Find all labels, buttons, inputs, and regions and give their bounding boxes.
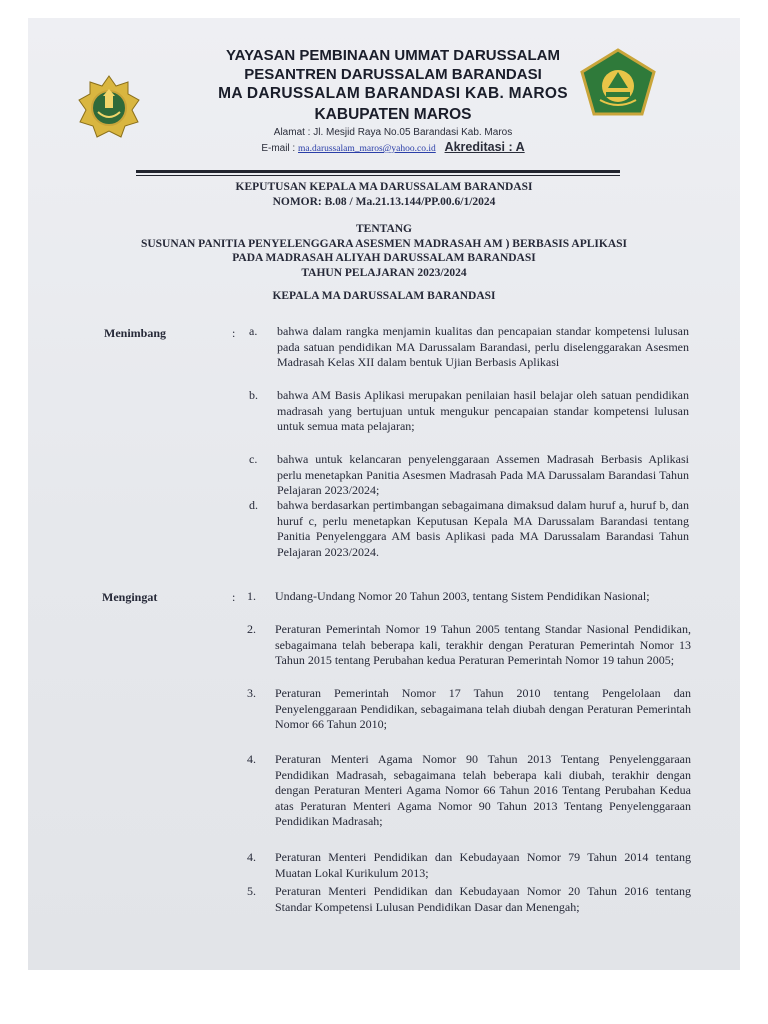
decree-number: NOMOR: B.08 / Ma.21.13.144/PP.00.6/1/2024 — [272, 196, 496, 208]
item-marker: 4. — [247, 752, 256, 766]
item-text: Peraturan Pemerintah Nomor 17 Tahun 2010 tentang Pengelolaan dan Penyelenggaraan Pendidikan, sebagaimana telah diubah dengan Peraturan Pemerintah Nomor 66 Tahun 2010; — [275, 686, 691, 731]
item-text: Peraturan Pemerintah Nomor 19 Tahun 2005 tentang Standar Nasional Pendidikan, sebagaimana telah beberapa kali, terakhir dengan Peraturan Pemerintah Nomor 13 Tahun 2015 tentang Perubahan kedua Peraturan Pemerintah Nomor 19 tahun 2005; — [275, 622, 691, 667]
email-link[interactable]: ma.darussalam_maros@yahoo.co.id — [298, 144, 436, 154]
pesantren-name: PESANTREN DARUSSALAM BARANDASI — [244, 66, 542, 83]
accreditation: Akreditasi : A — [444, 140, 525, 154]
mengingat-colon: : — [232, 590, 236, 604]
pesantren-logo-icon — [76, 74, 142, 140]
item-text: bahwa untuk kelancaran penyelenggaraan Assemen Madrasah Berbasis Aplikasi perlu menetapkan Panitia Asesmen Madrasah Pada MA Darussalam Barandasi Tahun Pelajaran 2023/2024; — [277, 452, 689, 497]
contact-line — [178, 140, 608, 154]
item-marker: a. — [249, 324, 258, 338]
item-marker: 3. — [247, 686, 256, 700]
item-text: bahwa AM Basis Aplikasi merupakan penilaian hasil belajar oleh satuan pendidikan madrasah yang bertujuan untuk mengukur pencapaian standar kompetensi lulusan untuk semua mata pelajaran; — [277, 388, 689, 433]
item-text: Peraturan Menteri Agama Nomor 90 Tahun 2013 Tentang Penyelenggaraan Pendidikan Madrasah, sebagaimana telah beberapa kali diubah, terakhir dengan dengan Peraturan Menteri Agama Nomor 66 Tahun 2016 Tentang Perubahan Kedua atas Peraturan Menteri Agama Nomor 90 Tahun 2013 Tentang Penyelenggaraan Pendidikan Madrasah; — [275, 752, 691, 828]
decree-title: KEPUTUSAN KEPALA MA DARUSSALAM BARANDASI — [235, 181, 533, 193]
about-line-1: SUSUNAN PANITIA PENYELENGGARA ASESMEN MADRASAH AM ) BERBASIS APLIKASI — [140, 237, 628, 250]
item-marker: c. — [249, 452, 258, 466]
email-label: E-mail : — [261, 143, 296, 154]
item-text: Undang-Undang Nomor 20 Tahun 2003, tentang Sistem Pendidikan Nasional; — [275, 589, 650, 603]
address: Alamat : Jl. Mesjid Raya No.05 Barandasi Kab. Maros — [273, 127, 513, 138]
menimbang-label: Menimbang — [104, 326, 167, 340]
school-name: MA DARUSSALAM BARANDASI KAB. MAROS — [218, 85, 568, 102]
item-marker: 5. — [247, 884, 256, 898]
foundation-name: YAYASAN PEMBINAAN UMMAT DARUSSALAM — [226, 47, 560, 64]
regency-name: KABUPATEN MAROS — [314, 106, 472, 123]
header-divider-thick — [136, 170, 620, 173]
header-divider-thin — [136, 175, 620, 176]
about-heading — [28, 222, 740, 280]
item-text: bahwa berdasarkan pertimbangan sebagaimana dimaksud dalam huruf a, huruf b, dan huruf c, perlu menetapkan Keputusan Kepala MA Darussalam Barandasi tentang Panitia Penyelenggara AM basis Aplikasi pada MA Darussalam Barandasi Tahun Pelajaran 2023/2024. — [277, 498, 689, 559]
menimbang-colon: : — [232, 326, 236, 340]
item-marker: 1. — [247, 589, 256, 603]
letterhead — [178, 46, 608, 154]
head-title: KEPALA MA DARUSSALAM BARANDASI — [272, 290, 496, 302]
item-marker: 4. — [247, 850, 256, 864]
document-page — [28, 18, 740, 970]
item-text: Peraturan Menteri Pendidikan dan Kebudayaan Nomor 79 Tahun 2014 tentang Muatan Lokal Kurikulum 2013; — [275, 850, 691, 880]
decree-heading — [28, 180, 740, 210]
mengingat-label: Mengingat — [102, 590, 158, 604]
item-text: Peraturan Menteri Pendidikan dan Kebudayaan Nomor 20 Tahun 2016 tentang Standar Kompetensi Lulusan Pendidikan Dasar dan Menengah; — [275, 884, 691, 914]
item-marker: b. — [249, 388, 258, 402]
item-text: bahwa dalam rangka menjamin kualitas dan pencapaian standar kompetensi lulusan pada satuan pendidikan MA Darussalam Barandasi, perlu diselenggarakan Asesmen Madrasah Kelas XII dalam bentuk Ujian Berbasis Aplikasi — [277, 324, 689, 369]
about-line-2: PADA MADRASAH ALIYAH DARUSSALAM BARANDASI — [232, 252, 536, 264]
about-line-3: TAHUN PELAJARAN 2023/2024 — [301, 266, 467, 279]
about-label: TENTANG — [355, 223, 413, 235]
item-marker: 2. — [247, 622, 256, 636]
item-marker: d. — [249, 498, 258, 512]
